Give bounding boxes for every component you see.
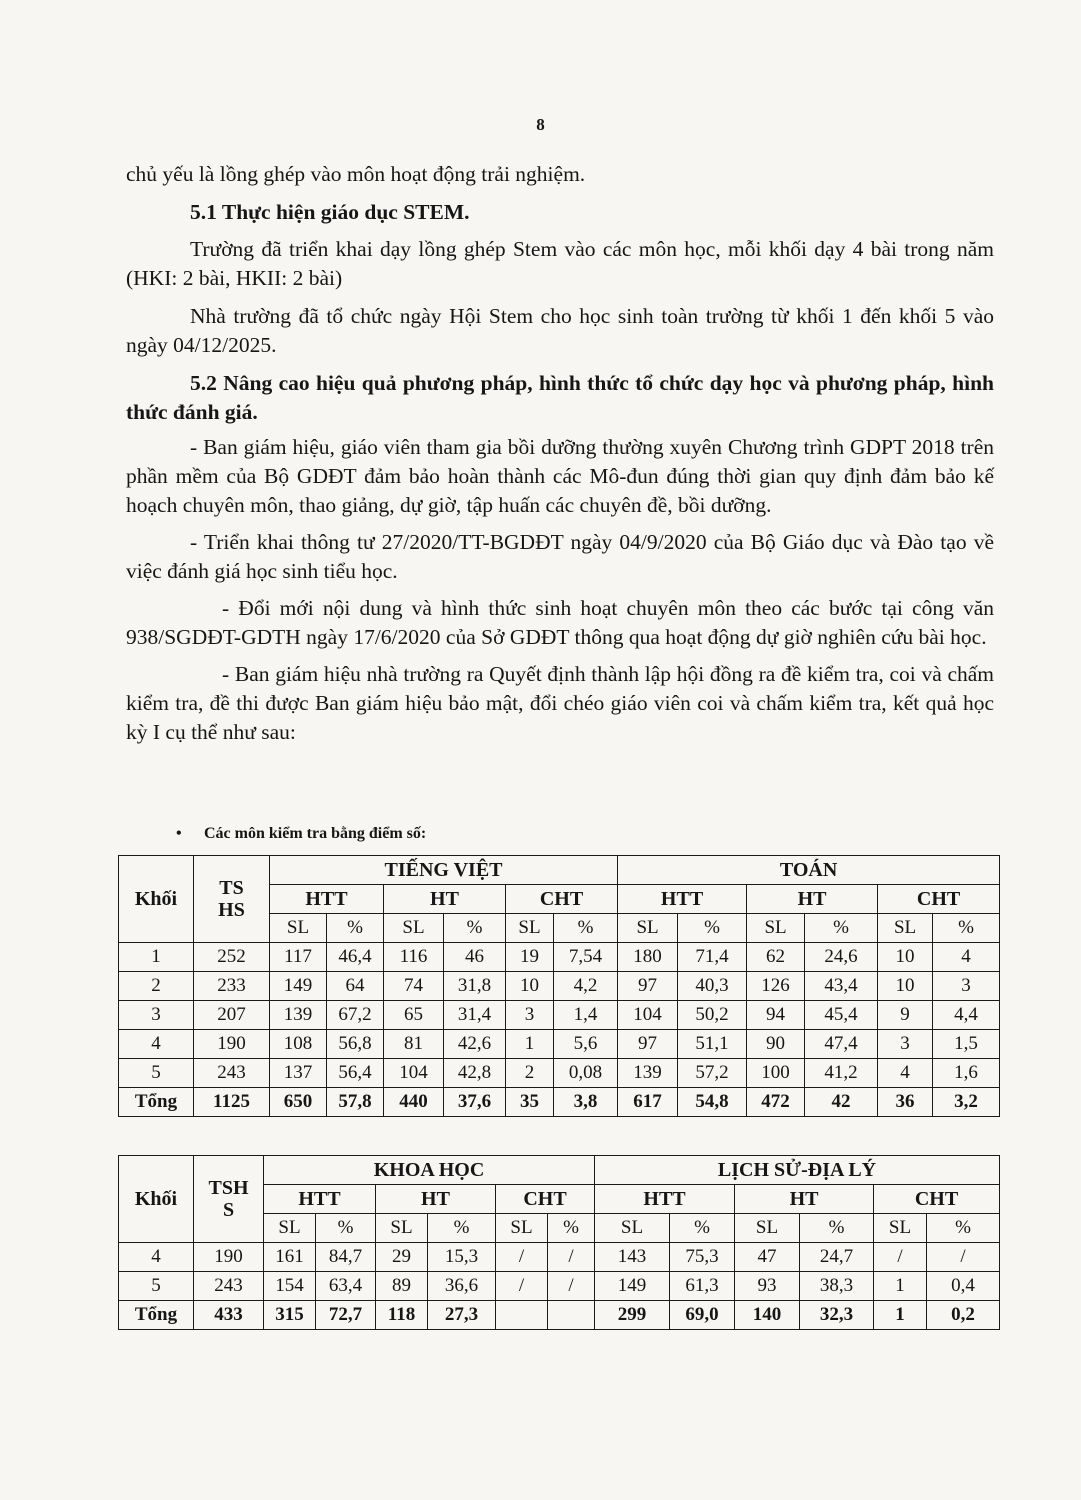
header-subject-history-geography: LỊCH SỬ-ĐỊA LÝ bbox=[595, 1156, 1000, 1185]
table-cell: 104 bbox=[384, 1059, 444, 1088]
table-cell: 32,3 bbox=[800, 1301, 874, 1330]
table-cell: 117 bbox=[270, 943, 327, 972]
table-cell bbox=[496, 1301, 548, 1330]
table-cell: 97 bbox=[618, 1030, 678, 1059]
table-cell: 61,3 bbox=[670, 1272, 735, 1301]
table-cell: 36,6 bbox=[428, 1272, 496, 1301]
table-cell: 62 bbox=[747, 943, 805, 972]
table-cell: 56,4 bbox=[327, 1059, 384, 1088]
table-cell: 180 bbox=[618, 943, 678, 972]
table-cell: 3 bbox=[878, 1030, 933, 1059]
row-label-cell: 5 bbox=[119, 1272, 194, 1301]
table-cell: 84,7 bbox=[316, 1243, 376, 1272]
table-cell: 1 bbox=[874, 1301, 927, 1330]
header-pct: % bbox=[428, 1214, 496, 1243]
header-ts-line1: TS bbox=[219, 877, 244, 899]
header-sl: SL bbox=[270, 914, 327, 943]
table-cell: 40,3 bbox=[678, 972, 747, 1001]
paragraph-continuation: chủ yếu là lồng ghép vào môn hoạt động trải nghiệm. bbox=[126, 162, 586, 186]
table-cell: 42,6 bbox=[444, 1030, 506, 1059]
table-cell: 0,08 bbox=[554, 1059, 618, 1088]
header-sl: SL bbox=[747, 914, 805, 943]
row-label-cell: Tổng bbox=[119, 1088, 194, 1117]
header-pct: % bbox=[805, 914, 878, 943]
heading-5-2: 5.2 Nâng cao hiệu quả phương pháp, hình thức tổ chức dạy học và phương pháp, hình thức đánh giá. bbox=[126, 371, 994, 424]
table-cell: / bbox=[548, 1272, 595, 1301]
table-cell: / bbox=[548, 1243, 595, 1272]
header-sl: SL bbox=[496, 1214, 548, 1243]
header-khoi: Khối bbox=[119, 1156, 194, 1243]
table-cell: 47 bbox=[735, 1243, 800, 1272]
header-ts-line2: S bbox=[222, 1199, 235, 1221]
header-tshs bbox=[194, 856, 270, 943]
row-label-cell: 2 bbox=[119, 972, 194, 1001]
header-pct: % bbox=[327, 914, 384, 943]
table-row bbox=[119, 1272, 1000, 1301]
table-cell: 139 bbox=[270, 1001, 327, 1030]
paragraph-renewal: - Đổi mới nội dung và hình thức sinh hoạt chuyên môn theo các bước tại công văn 938/SGDĐT-GDTH ngày 17/6/2020 của Sở GDĐT thông qua hoạt động dự giờ nghiên cứu bài học. bbox=[126, 596, 994, 649]
table-row bbox=[119, 1243, 1000, 1272]
table-cell: 299 bbox=[595, 1301, 670, 1330]
table-cell: 252 bbox=[194, 943, 270, 972]
table-cell: 71,4 bbox=[678, 943, 747, 972]
table-cell: 10 bbox=[878, 943, 933, 972]
header-sl: SL bbox=[874, 1214, 927, 1243]
header-tshs bbox=[194, 1156, 264, 1243]
header-htt: HTT bbox=[618, 885, 747, 914]
header-htt: HTT bbox=[595, 1185, 735, 1214]
header-sl: SL bbox=[595, 1214, 670, 1243]
header-sl: SL bbox=[506, 914, 554, 943]
table-cell: 10 bbox=[506, 972, 554, 1001]
table-cell: 3 bbox=[506, 1001, 554, 1030]
table-cell: 126 bbox=[747, 972, 805, 1001]
table-total-row bbox=[119, 1088, 1000, 1117]
paragraph-stem-2: Nhà trường đã tổ chức ngày Hội Stem cho học sinh toàn trường từ khối 1 đến khối 5 vào ngày 04/12/2025. bbox=[126, 304, 994, 357]
header-ht: HT bbox=[735, 1185, 874, 1214]
table-cell: 100 bbox=[747, 1059, 805, 1088]
table-row bbox=[119, 972, 1000, 1001]
table-cell: 143 bbox=[595, 1243, 670, 1272]
header-pct: % bbox=[933, 914, 1000, 943]
heading-5-1: 5.1 Thực hiện giáo dục STEM. bbox=[190, 200, 470, 224]
table-cell: 65 bbox=[384, 1001, 444, 1030]
table-cell: 137 bbox=[270, 1059, 327, 1088]
table-cell: 1,4 bbox=[554, 1001, 618, 1030]
header-pct: % bbox=[548, 1214, 595, 1243]
table-cell: 57,2 bbox=[678, 1059, 747, 1088]
header-pct: % bbox=[678, 914, 747, 943]
table-cell: 37,6 bbox=[444, 1088, 506, 1117]
table-cell: 63,4 bbox=[316, 1272, 376, 1301]
table-cell: 24,7 bbox=[800, 1243, 874, 1272]
table-cell: 315 bbox=[264, 1301, 316, 1330]
table-cell: 7,54 bbox=[554, 943, 618, 972]
header-htt: HTT bbox=[270, 885, 384, 914]
header-ht: HT bbox=[384, 885, 506, 914]
table-cell: 149 bbox=[270, 972, 327, 1001]
header-pct: % bbox=[800, 1214, 874, 1243]
table-cell: / bbox=[496, 1243, 548, 1272]
header-pct: % bbox=[927, 1214, 1000, 1243]
table-cell: 1 bbox=[506, 1030, 554, 1059]
page-number: 8 bbox=[536, 115, 545, 134]
header-sl: SL bbox=[376, 1214, 428, 1243]
table-cell: 233 bbox=[194, 972, 270, 1001]
table-cell: 4 bbox=[933, 943, 1000, 972]
table-cell: 4,4 bbox=[933, 1001, 1000, 1030]
table-cell: 31,4 bbox=[444, 1001, 506, 1030]
paragraph-stem-1: Trường đã triển khai dạy lồng ghép Stem vào các môn học, mỗi khối dạy 4 bài trong năm (HKI: 2 bài, HKII: 2 bài) bbox=[126, 237, 994, 290]
table-cell: 140 bbox=[735, 1301, 800, 1330]
table-cell: 29 bbox=[376, 1243, 428, 1272]
table-cell bbox=[548, 1301, 595, 1330]
table-cell: 4 bbox=[878, 1059, 933, 1088]
header-pct: % bbox=[444, 914, 506, 943]
bullet-item bbox=[176, 825, 426, 843]
table-cell: 149 bbox=[595, 1272, 670, 1301]
table-cell: 243 bbox=[194, 1059, 270, 1088]
table-cell: 190 bbox=[194, 1030, 270, 1059]
paragraph-training: - Ban giám hiệu, giáo viên tham gia bồi dưỡng thường xuyên Chương trình GDPT 2018 trên phần mềm của Bộ GDĐT đảm bảo hoàn thành các Mô-đun đúng thời gian quy định đảm bảo kế hoạch chuyên môn, thao giảng, dự giờ, tập huấn các chuyên đề, bồi dưỡng. bbox=[126, 435, 994, 517]
table-cell: 207 bbox=[194, 1001, 270, 1030]
table-cell: 190 bbox=[194, 1243, 264, 1272]
table-cell: 64 bbox=[327, 972, 384, 1001]
row-label-cell: 4 bbox=[119, 1030, 194, 1059]
table-cell: 0,4 bbox=[927, 1272, 1000, 1301]
paragraph-exam-council: - Ban giám hiệu nhà trường ra Quyết định thành lập hội đồng ra đề kiểm tra, coi và chấm kiểm tra, đề thi được Ban giám hiệu bảo mật, đổi chéo giáo viên coi và chấm kiểm tra, kết quả học kỳ I cụ thể như sau: bbox=[126, 662, 994, 744]
header-ts-line1: TSH bbox=[208, 1177, 249, 1199]
header-pct: % bbox=[554, 914, 618, 943]
table-cell: 38,3 bbox=[800, 1272, 874, 1301]
table-cell: 24,6 bbox=[805, 943, 878, 972]
header-cht: CHT bbox=[878, 885, 1000, 914]
table-cell: 54,8 bbox=[678, 1088, 747, 1117]
bullet-text: Các môn kiểm tra bằng điểm số: bbox=[204, 825, 427, 842]
table-cell: 69,0 bbox=[670, 1301, 735, 1330]
row-label-cell: 3 bbox=[119, 1001, 194, 1030]
table-cell: 36 bbox=[878, 1088, 933, 1117]
table-cell: 243 bbox=[194, 1272, 264, 1301]
table-cell: 89 bbox=[376, 1272, 428, 1301]
table-cell: 67,2 bbox=[327, 1001, 384, 1030]
header-ht: HT bbox=[747, 885, 878, 914]
header-pct: % bbox=[316, 1214, 376, 1243]
table-cell: 81 bbox=[384, 1030, 444, 1059]
table-cell: 433 bbox=[194, 1301, 264, 1330]
results-table-vietnamese-math bbox=[118, 855, 1000, 1117]
header-cht: CHT bbox=[506, 885, 618, 914]
table-cell: 154 bbox=[264, 1272, 316, 1301]
header-subject-math: TOÁN bbox=[618, 856, 1000, 885]
table-row bbox=[119, 1030, 1000, 1059]
table-cell: 42 bbox=[805, 1088, 878, 1117]
table-cell: 90 bbox=[747, 1030, 805, 1059]
table-cell: 118 bbox=[376, 1301, 428, 1330]
body-text bbox=[126, 160, 994, 747]
header-khoi: Khối bbox=[119, 856, 194, 943]
table-cell: 617 bbox=[618, 1088, 678, 1117]
table-cell: 50,2 bbox=[678, 1001, 747, 1030]
table-cell: 15,3 bbox=[428, 1243, 496, 1272]
table-cell: / bbox=[927, 1243, 1000, 1272]
table-cell: 47,4 bbox=[805, 1030, 878, 1059]
paragraph-circular: - Triển khai thông tư 27/2020/TT-BGDĐT ngày 04/9/2020 của Bộ Giáo dục và Đào tạo về việc đánh giá học sinh tiểu học. bbox=[126, 530, 994, 583]
table-cell: 31,8 bbox=[444, 972, 506, 1001]
header-sl: SL bbox=[878, 914, 933, 943]
header-sl: SL bbox=[735, 1214, 800, 1243]
table-cell: 650 bbox=[270, 1088, 327, 1117]
table-cell: 0,2 bbox=[927, 1301, 1000, 1330]
table-cell: 139 bbox=[618, 1059, 678, 1088]
table-cell: / bbox=[874, 1243, 927, 1272]
table-row bbox=[119, 1059, 1000, 1088]
results-table-science-history bbox=[118, 1155, 1000, 1330]
table-cell: 43,4 bbox=[805, 972, 878, 1001]
table-cell: 27,3 bbox=[428, 1301, 496, 1330]
table-cell: 74 bbox=[384, 972, 444, 1001]
table-cell: 9 bbox=[878, 1001, 933, 1030]
header-ht: HT bbox=[376, 1185, 496, 1214]
header-cht: CHT bbox=[874, 1185, 1000, 1214]
row-label-cell: 4 bbox=[119, 1243, 194, 1272]
table-cell: 93 bbox=[735, 1272, 800, 1301]
table-cell: 57,8 bbox=[327, 1088, 384, 1117]
bullet-symbol: • bbox=[176, 825, 182, 842]
table-cell: 3 bbox=[933, 972, 1000, 1001]
row-label-cell: Tổng bbox=[119, 1301, 194, 1330]
row-label-cell: 5 bbox=[119, 1059, 194, 1088]
table-cell: 41,2 bbox=[805, 1059, 878, 1088]
table-cell: 3,2 bbox=[933, 1088, 1000, 1117]
table-cell: 42,8 bbox=[444, 1059, 506, 1088]
table-cell: 1125 bbox=[194, 1088, 270, 1117]
header-sl: SL bbox=[264, 1214, 316, 1243]
table-row bbox=[119, 943, 1000, 972]
table-cell: 94 bbox=[747, 1001, 805, 1030]
table-cell: 35 bbox=[506, 1088, 554, 1117]
table-cell: 104 bbox=[618, 1001, 678, 1030]
table-cell: 5,6 bbox=[554, 1030, 618, 1059]
header-subject-science: KHOA HỌC bbox=[264, 1156, 595, 1185]
header-ts-line2: HS bbox=[218, 899, 245, 921]
table-row bbox=[119, 1001, 1000, 1030]
table-cell: 56,8 bbox=[327, 1030, 384, 1059]
table-cell: 46,4 bbox=[327, 943, 384, 972]
table-cell: 97 bbox=[618, 972, 678, 1001]
table-cell: 472 bbox=[747, 1088, 805, 1117]
table-cell: 72,7 bbox=[316, 1301, 376, 1330]
table-cell: 75,3 bbox=[670, 1243, 735, 1272]
header-cht: CHT bbox=[496, 1185, 595, 1214]
header-subject-vietnamese: TIẾNG VIỆT bbox=[270, 856, 618, 885]
table-cell: 116 bbox=[384, 943, 444, 972]
table-cell: 440 bbox=[384, 1088, 444, 1117]
header-sl: SL bbox=[618, 914, 678, 943]
table-cell: 46 bbox=[444, 943, 506, 972]
table-cell: 4,2 bbox=[554, 972, 618, 1001]
header-pct: % bbox=[670, 1214, 735, 1243]
table-cell: 1 bbox=[874, 1272, 927, 1301]
table-cell: 19 bbox=[506, 943, 554, 972]
header-htt: HTT bbox=[264, 1185, 376, 1214]
row-label-cell: 1 bbox=[119, 943, 194, 972]
table-cell: / bbox=[496, 1272, 548, 1301]
table-cell: 108 bbox=[270, 1030, 327, 1059]
table-cell: 10 bbox=[878, 972, 933, 1001]
table-cell: 3,8 bbox=[554, 1088, 618, 1117]
table-total-row bbox=[119, 1301, 1000, 1330]
table-cell: 51,1 bbox=[678, 1030, 747, 1059]
table-cell: 2 bbox=[506, 1059, 554, 1088]
table-cell: 1,6 bbox=[933, 1059, 1000, 1088]
header-sl: SL bbox=[384, 914, 444, 943]
table-cell: 45,4 bbox=[805, 1001, 878, 1030]
table-cell: 161 bbox=[264, 1243, 316, 1272]
table-cell: 1,5 bbox=[933, 1030, 1000, 1059]
